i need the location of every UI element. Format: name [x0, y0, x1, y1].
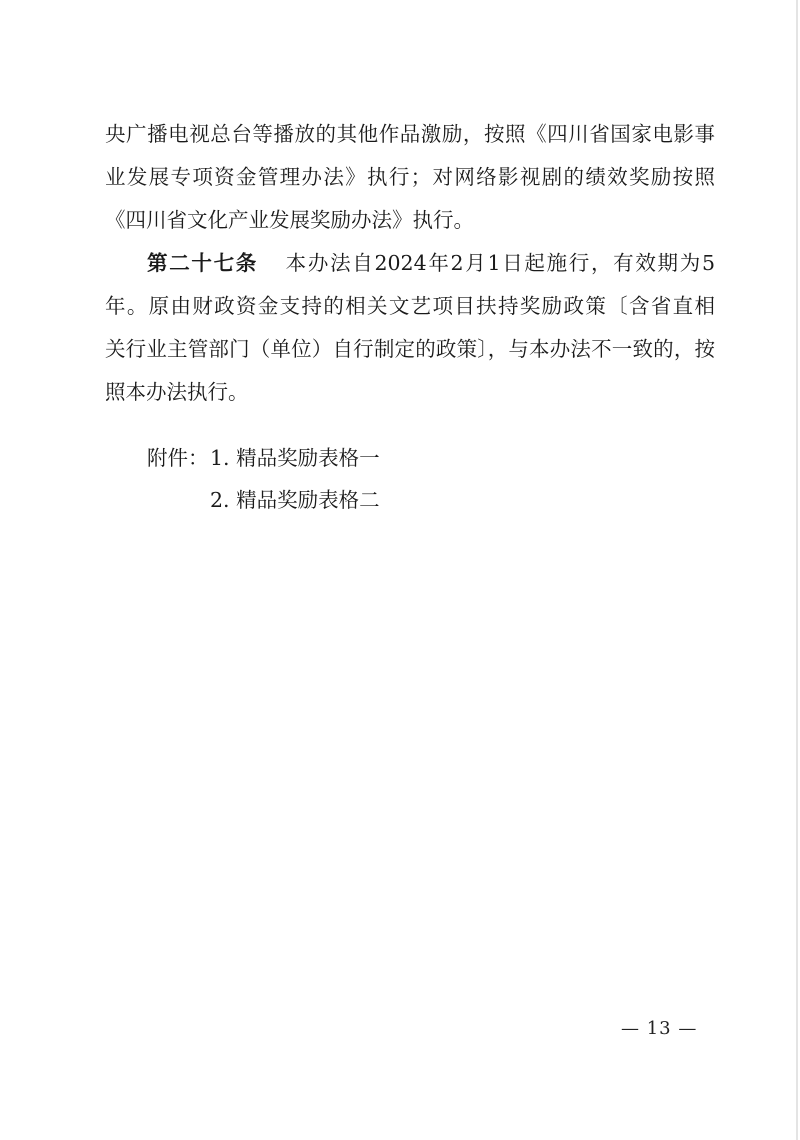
article-heading: 第二十七条	[147, 251, 258, 275]
article-text: 本办法自2024年2月1日起施行，有效期为5	[283, 251, 715, 275]
text-line: 业发展专项资金管理办法》执行；对网络影视剧的绩效奖励按照	[105, 165, 715, 189]
article-first-line	[147, 249, 715, 277]
text-line: 年。原由财政资金支持的相关文艺项目扶持奖励政策〔含省直相	[105, 294, 715, 318]
text-line: 央广播电视总台等播放的其他作品激励，按照《四川省国家电影事	[105, 122, 715, 146]
attachments-label: 附件：	[147, 446, 209, 470]
text-line: 关行业主管部门（单位）自行制定的政策〕，与本办法不一致的，按	[105, 337, 715, 361]
text-line: 《四川省文化产业发展奖励办法》执行。	[105, 208, 474, 232]
text-line: 照本办法执行。	[105, 380, 249, 404]
attachment-item: 1. 精品奖励表格一	[210, 446, 380, 470]
page-number: — 13 —	[621, 1018, 698, 1039]
page-edge	[796, 0, 798, 1140]
attachment-item: 2. 精品奖励表格二	[210, 488, 380, 512]
